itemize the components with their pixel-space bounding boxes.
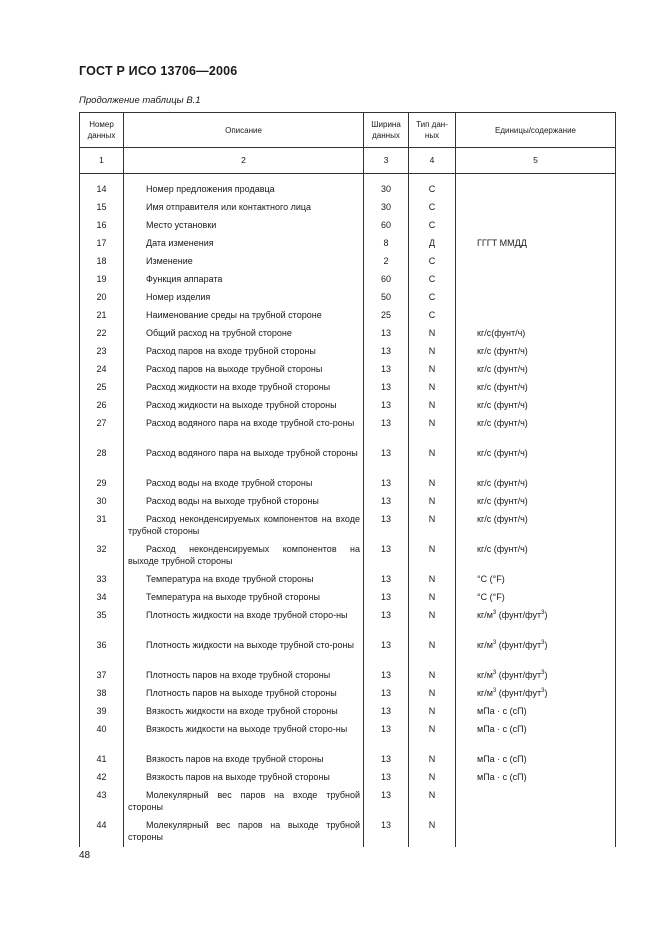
row-data-type: N (409, 414, 456, 444)
table-row (80, 492, 616, 510)
row-number: 16 (80, 216, 124, 234)
table-row (80, 180, 616, 198)
row-description: Расход паров на выходе трубной стороны (124, 360, 364, 378)
table-row (80, 360, 616, 378)
row-data-type: N (409, 492, 456, 510)
row-data-type: N (409, 360, 456, 378)
row-data-type: N (409, 396, 456, 414)
row-description: Расход жидкости на выходе трубной стороны (124, 396, 364, 414)
row-description: Молекулярный вес паров на входе трубной стороны (124, 786, 364, 816)
table-row (80, 198, 616, 216)
row-data-width: 13 (364, 786, 409, 816)
column-header-units: Единицы/содержание (456, 113, 616, 148)
column-header-width: Ширина данных (364, 113, 409, 148)
row-data-type: N (409, 720, 456, 750)
table-caption: Продолжение таблицы В.1 (79, 95, 201, 106)
row-units: кг/с (фунт/ч) (456, 444, 616, 474)
row-data-width: 50 (364, 288, 409, 306)
row-number: 44 (80, 816, 124, 847)
row-description: Расход водяного пара на входе трубной сто-роны (124, 414, 364, 444)
row-data-width: 60 (364, 270, 409, 288)
page-number: 48 (79, 850, 91, 861)
table-row (80, 768, 616, 786)
row-number: 37 (80, 666, 124, 684)
row-description: Место установки (124, 216, 364, 234)
row-description: Плотность паров на входе трубной стороны (124, 666, 364, 684)
row-units: $кг/м^3$ (фунт/фут$^3$) (456, 666, 616, 684)
row-description: Общий расход на трубной стороне (124, 324, 364, 342)
table-row (80, 510, 616, 540)
row-units: $кг/м^3$ (фунт/фут$^3$) (456, 606, 616, 636)
row-units (456, 816, 616, 847)
table-row (80, 288, 616, 306)
row-number: 20 (80, 288, 124, 306)
row-units: мПа · с (сП) (456, 720, 616, 750)
row-data-type: N (409, 324, 456, 342)
row-data-type: N (409, 588, 456, 606)
row-data-type: N (409, 378, 456, 396)
row-description: Номер предложения продавца (124, 180, 364, 198)
row-data-width: 13 (364, 702, 409, 720)
row-data-type: С (409, 198, 456, 216)
row-number: 35 (80, 606, 124, 636)
column-number: 4 (409, 148, 456, 174)
row-number: 27 (80, 414, 124, 444)
row-description: Наименование среды на трубной стороне (124, 306, 364, 324)
row-units (456, 216, 616, 234)
table-row (80, 378, 616, 396)
row-data-width: 30 (364, 198, 409, 216)
table-row (80, 414, 616, 444)
row-number: 26 (80, 396, 124, 414)
row-description: Вязкость паров на входе трубной стороны (124, 750, 364, 768)
row-number: 15 (80, 198, 124, 216)
row-units: мПа · с (сП) (456, 768, 616, 786)
row-data-width: 13 (364, 414, 409, 444)
row-data-type: N (409, 768, 456, 786)
row-units: кг/с(фунт/ч) (456, 324, 616, 342)
row-data-width: 13 (364, 666, 409, 684)
row-data-width: 13 (364, 606, 409, 636)
row-description: Изменение (124, 252, 364, 270)
row-number: 18 (80, 252, 124, 270)
row-data-width: 13 (364, 396, 409, 414)
row-data-type: N (409, 636, 456, 666)
row-units: мПа · с (сП) (456, 702, 616, 720)
table-row (80, 588, 616, 606)
row-number: 14 (80, 180, 124, 198)
row-description: Плотность жидкости на входе трубной сторо-ны (124, 606, 364, 636)
row-number: 21 (80, 306, 124, 324)
column-number: 5 (456, 148, 616, 174)
table-row (80, 666, 616, 684)
table-row (80, 570, 616, 588)
row-data-width: 13 (364, 540, 409, 570)
row-description: Расход паров на входе трубной стороны (124, 342, 364, 360)
row-description: Плотность паров на выходе трубной стороны (124, 684, 364, 702)
row-data-type: С (409, 180, 456, 198)
row-data-width: 13 (364, 768, 409, 786)
row-data-width: 13 (364, 570, 409, 588)
row-number: 24 (80, 360, 124, 378)
row-data-type: N (409, 750, 456, 768)
row-data-width: 13 (364, 360, 409, 378)
row-units: кг/с (фунт/ч) (456, 360, 616, 378)
column-number: 2 (124, 148, 364, 174)
row-number: 31 (80, 510, 124, 540)
row-number: 32 (80, 540, 124, 570)
row-description: Расход неконденсируемых компонентов на выходе трубной стороны (124, 540, 364, 570)
column-header-type: Тип дан-ных (409, 113, 456, 148)
row-description: Молекулярный вес паров на выходе трубной стороны (124, 816, 364, 847)
row-data-width: 13 (364, 684, 409, 702)
row-units: $кг/м^3$ (фунт/фут$^3$) (456, 684, 616, 702)
table-row (80, 786, 616, 816)
row-description: Вязкость жидкости на входе трубной стороны (124, 702, 364, 720)
row-units: кг/с (фунт/ч) (456, 474, 616, 492)
table-row (80, 234, 616, 252)
table-row (80, 750, 616, 768)
row-units (456, 306, 616, 324)
row-data-width: 13 (364, 444, 409, 474)
row-data-type: N (409, 684, 456, 702)
row-number: 29 (80, 474, 124, 492)
row-data-type: Д (409, 234, 456, 252)
row-number: 17 (80, 234, 124, 252)
row-number: 43 (80, 786, 124, 816)
row-units: мПа · с (сП) (456, 750, 616, 768)
table-row (80, 720, 616, 750)
row-data-type: N (409, 666, 456, 684)
row-number: 39 (80, 702, 124, 720)
table-header-row (80, 113, 616, 148)
table-row (80, 270, 616, 288)
table-row (80, 396, 616, 414)
row-data-type: С (409, 252, 456, 270)
row-data-type: N (409, 510, 456, 540)
table-row (80, 684, 616, 702)
row-units: кг/с (фунт/ч) (456, 414, 616, 444)
row-data-width: 13 (364, 636, 409, 666)
row-description: Расход воды на выходе трубной стороны (124, 492, 364, 510)
row-units (456, 180, 616, 198)
row-description: Плотность жидкости на выходе трубной сто-роны (124, 636, 364, 666)
column-number: 3 (364, 148, 409, 174)
row-data-type: С (409, 288, 456, 306)
row-data-type: N (409, 816, 456, 847)
table-row (80, 216, 616, 234)
column-number: 1 (80, 148, 124, 174)
row-data-width: 8 (364, 234, 409, 252)
row-units: кг/с (фунт/ч) (456, 510, 616, 540)
row-units: кг/с (фунт/ч) (456, 396, 616, 414)
row-units (456, 288, 616, 306)
column-number-row (80, 148, 616, 174)
row-data-width: 13 (364, 492, 409, 510)
row-number: 33 (80, 570, 124, 588)
row-number: 25 (80, 378, 124, 396)
row-description: Температура на входе трубной стороны (124, 570, 364, 588)
row-data-width: 13 (364, 816, 409, 847)
row-data-width: 13 (364, 342, 409, 360)
row-data-width: 13 (364, 750, 409, 768)
row-data-width: 13 (364, 510, 409, 540)
row-description: Температура на выходе трубной стороны (124, 588, 364, 606)
row-description: Расход водяного пара на выходе трубной стороны (124, 444, 364, 474)
row-data-width: 13 (364, 474, 409, 492)
table-row (80, 606, 616, 636)
row-number: 38 (80, 684, 124, 702)
row-number: 41 (80, 750, 124, 768)
row-data-type: N (409, 786, 456, 816)
document-title: ГОСТ Р ИСО 13706—2006 (79, 64, 238, 78)
row-units: кг/с (фунт/ч) (456, 540, 616, 570)
row-data-type: N (409, 570, 456, 588)
table-body (80, 174, 616, 848)
table-row (80, 444, 616, 474)
row-description: Расход неконденсируемых компонентов на входе трубной стороны (124, 510, 364, 540)
row-description: Расход жидкости на входе трубной стороны (124, 378, 364, 396)
row-units (456, 252, 616, 270)
row-description: Функция аппарата (124, 270, 364, 288)
row-number: 23 (80, 342, 124, 360)
data-table (79, 112, 616, 847)
table-row (80, 636, 616, 666)
row-data-type: С (409, 270, 456, 288)
row-units: кг/с (фунт/ч) (456, 342, 616, 360)
row-number: 22 (80, 324, 124, 342)
row-number: 34 (80, 588, 124, 606)
row-number: 19 (80, 270, 124, 288)
row-description: Номер изделия (124, 288, 364, 306)
row-description: Расход воды на входе трубной стороны (124, 474, 364, 492)
table-row (80, 702, 616, 720)
row-number: 36 (80, 636, 124, 666)
row-data-width: 13 (364, 588, 409, 606)
row-data-type: N (409, 606, 456, 636)
column-header-description: Описание (124, 113, 364, 148)
row-data-type: N (409, 540, 456, 570)
table-row (80, 252, 616, 270)
row-number: 40 (80, 720, 124, 750)
row-data-type: N (409, 702, 456, 720)
row-data-width: 60 (364, 216, 409, 234)
row-data-type: N (409, 444, 456, 474)
row-data-width: 2 (364, 252, 409, 270)
row-data-width: 13 (364, 324, 409, 342)
row-description: Вязкость паров на выходе трубной стороны (124, 768, 364, 786)
row-description: Имя отправителя или контактного лица (124, 198, 364, 216)
row-number: 42 (80, 768, 124, 786)
row-data-width: 25 (364, 306, 409, 324)
table-row (80, 816, 616, 847)
row-data-width: 30 (364, 180, 409, 198)
table-row (80, 474, 616, 492)
row-units (456, 198, 616, 216)
row-data-width: 13 (364, 378, 409, 396)
row-description: Дата изменения (124, 234, 364, 252)
row-data-type: С (409, 216, 456, 234)
row-units: °С (°F) (456, 588, 616, 606)
row-data-type: С (409, 306, 456, 324)
row-units (456, 786, 616, 816)
row-data-type: N (409, 474, 456, 492)
column-header-number: Номер данных (80, 113, 124, 148)
row-units: ГГГТ ММДД (456, 234, 616, 252)
row-number: 30 (80, 492, 124, 510)
row-data-width: 13 (364, 720, 409, 750)
row-description: Вязкость жидкости на выходе трубной сторо-ны (124, 720, 364, 750)
row-data-type: N (409, 342, 456, 360)
row-units: °С (°F) (456, 570, 616, 588)
table-row (80, 342, 616, 360)
row-units: $кг/м^3$ (фунт/фут$^3$) (456, 636, 616, 666)
row-units (456, 270, 616, 288)
row-number: 28 (80, 444, 124, 474)
row-units: кг/с (фунт/ч) (456, 492, 616, 510)
table-row (80, 324, 616, 342)
row-units: кг/с (фунт/ч) (456, 378, 616, 396)
table-row (80, 306, 616, 324)
table-row (80, 540, 616, 570)
